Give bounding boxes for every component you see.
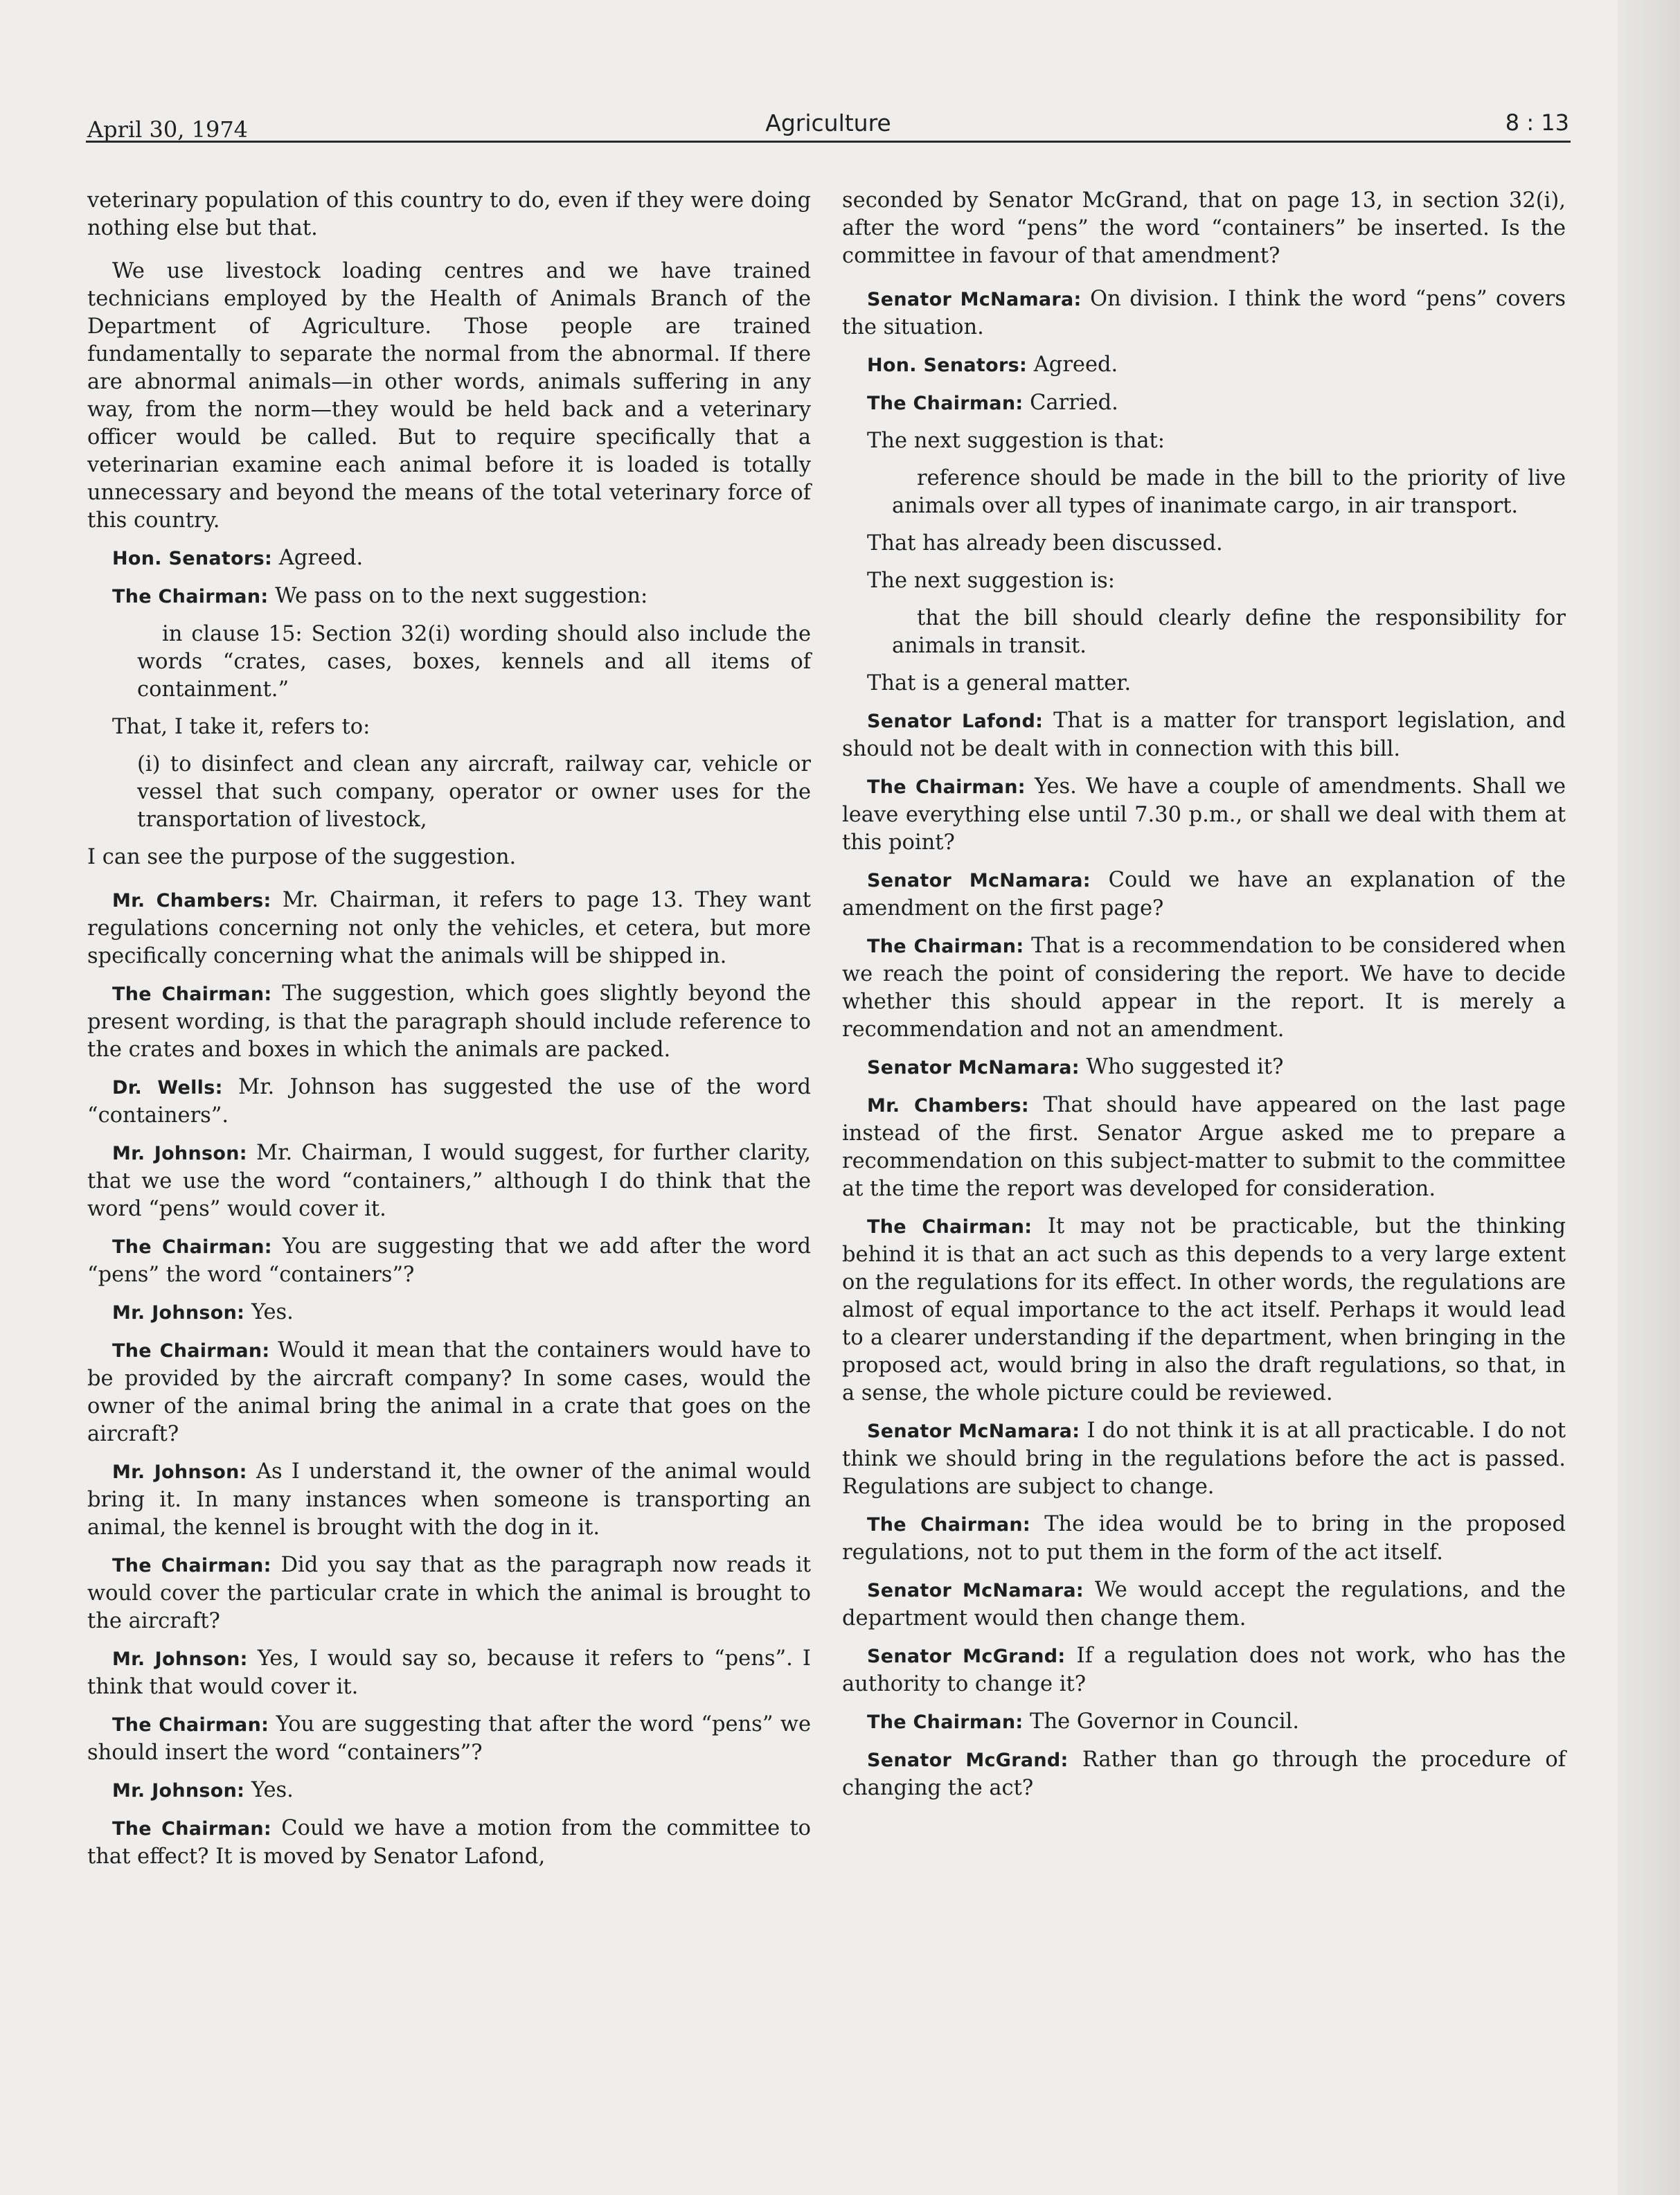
header-title: Agriculture (765, 109, 891, 136)
paragraph: The next suggestion is that: (867, 429, 1165, 453)
paragraph: veterinary population of this country to do, even if they were doing nothing else but that. (87, 188, 811, 240)
speech-text: Who suggested it? (1079, 1055, 1284, 1079)
speech (87, 1552, 811, 1635)
quotation: that the bill should clearly define the responsibility for animals in transit. (892, 606, 1566, 658)
header-date: April 30, 1974 (87, 116, 249, 143)
speech (87, 980, 811, 1064)
speaker: Hon. Senators: (867, 355, 1028, 376)
speech-text: Yes. We have a couple of amendments. Shall we leave everything else until 7.30 p.m., or shall we deal with them at this point? (842, 774, 1566, 855)
speech (87, 1815, 811, 1871)
quotation: (i) to disinfect and clean any aircraft, railway car, vehicle or vessel that such company, operator or owner uses for the transportation of livestock, (137, 752, 811, 832)
speech-text: That should have appeared on the last page instead of the first. Senator Argue asked me to prepare a recommendation on this subject-matter to submit to the committee at the time the report was developed for consideration. (842, 1093, 1566, 1201)
speech-text: I do not think it is at all practicable. I do not think we should bring in the regulations before the act is passed. Regulations are subject to change. (842, 1419, 1566, 1499)
speech-text: Would it mean that the containers would have to be provided by the aircraft company? In some cases, would the owner of the animal bring the animal in a crate that goes on the aircraft? (87, 1338, 811, 1446)
speech (87, 887, 811, 970)
speech (842, 773, 1566, 857)
speech-text: We would accept the regulations, and the department would then change them. (842, 1578, 1566, 1630)
speaker: Senator McNamara: (867, 1057, 1080, 1078)
speech (842, 1417, 1566, 1501)
speech (842, 351, 1566, 380)
speech-text: Mr. Johnson has suggested the use of the word “containers”. (87, 1075, 811, 1128)
speaker: The Chairman: (112, 1714, 269, 1736)
header-page-number: 8 : 13 (1505, 109, 1569, 136)
speaker: Mr. Johnson: (112, 1649, 248, 1670)
speaker: Mr. Chambers: (867, 1095, 1029, 1117)
speaker: Mr. Chambers: (112, 890, 271, 912)
speaker: The Chairman: (112, 1340, 270, 1362)
speech (842, 285, 1566, 341)
speech (842, 1213, 1566, 1407)
speech-text: Did you say that as the paragraph now reads it would cover the particular crate in which the animal is brought to the aircraft? (87, 1553, 811, 1633)
left-column (87, 187, 811, 1881)
speech (842, 1576, 1566, 1633)
running-header (87, 109, 1569, 144)
speaker: Hon. Senators: (112, 548, 273, 569)
speech-text: Could we have a motion from the committee to that effect? It is moved by Senator Lafond, (87, 1816, 811, 1869)
speech (87, 1458, 811, 1542)
speech (87, 1711, 811, 1767)
speech (87, 1777, 811, 1805)
speech-text: Rather than go through the procedure of changing the act? (842, 1748, 1566, 1800)
speech-text: You are suggesting that after the word “pens” we should insert the word “containers”? (87, 1712, 811, 1765)
speech (87, 583, 811, 611)
quotation: in clause 15: Section 32(i) wording should also include the words “crates, cases, boxes, kennels and all items of containment.” (137, 622, 811, 702)
speech-text: It may not be practicable, but the thinking behind it is that an act such as this depends to a very large extent on the regulations for its effect. In other words, the regulations are almost of equal importance to the act itself. Perhaps it would lead to a clearer understanding if the department, when bringing in the proposed act, would bring in also the draft regulations, so that, in a sense, the whole picture could be reviewed. (842, 1214, 1566, 1405)
speech-text: If a regulation does not work, who has the authority to change it? (842, 1644, 1566, 1696)
page-edge (1618, 0, 1680, 2195)
speech (842, 867, 1566, 923)
paragraph: seconded by Senator McGrand, that on page 13, in section 32(i), after the word “pens” the word “containers” be inserted. Is the committee in favour of that amendment? (842, 188, 1566, 268)
speech (842, 1054, 1566, 1082)
speech-text: Carried. (1023, 391, 1118, 415)
speech (87, 1337, 811, 1448)
speech (842, 1746, 1566, 1802)
speech-text: Mr. Chairman, I would suggest, for further clarity, that we use the word “containers,” although I do think that the word “pens” would cover it. (87, 1141, 811, 1221)
speaker: The Chairman: (867, 1216, 1033, 1238)
header-rule (86, 141, 1571, 143)
speaker: The Chairman: (112, 586, 269, 607)
quotation: reference should be made in the bill to the priority of live animals over all types of inanimate cargo, in air transport. (892, 466, 1566, 518)
speech-text: That is a matter for transport legislation, and should not be dealt with in connection with this bill. (842, 709, 1566, 761)
speaker: The Chairman: (112, 1818, 272, 1840)
speech (87, 1233, 811, 1289)
speech-text: Agreed. (1027, 353, 1118, 377)
speaker: Mr. Johnson: (112, 1461, 247, 1483)
speaker: The Chairman: (112, 1236, 272, 1258)
speaker: Senator McNamara: (867, 289, 1082, 310)
speaker: Senator McNamara: (867, 1421, 1080, 1442)
speech-text: As I understand it, the owner of the animal would bring it. In many instances when someone is transporting an animal, the kennel is brought with the dog in it. (87, 1459, 811, 1540)
paragraph: That, I take it, refers to: (112, 715, 370, 739)
speech (842, 1642, 1566, 1698)
speech (87, 1299, 811, 1327)
speech (842, 389, 1566, 418)
speech (842, 1511, 1566, 1567)
speaker: Senator McGrand: (867, 1646, 1066, 1667)
speech-text: Mr. Chairman, it refers to page 13. They want regulations concerning not only the vehicles, et cetera, but more specifically concerning what the animals will be shipped in. (87, 888, 811, 968)
paragraph: The next suggestion is: (867, 569, 1116, 593)
speech (87, 1645, 811, 1701)
speaker: The Chairman: (112, 984, 272, 1005)
speaker: The Chairman: (867, 776, 1026, 798)
speaker: Mr. Johnson: (112, 1780, 245, 1802)
speaker: Dr. Wells: (112, 1077, 223, 1099)
speech-text: Agreed. (272, 546, 364, 570)
speaker: The Chairman: (867, 936, 1024, 957)
speech (842, 707, 1566, 763)
speech (87, 544, 811, 573)
speech (87, 1139, 811, 1223)
speaker: The Chairman: (867, 1712, 1024, 1733)
speech-text: The suggestion, which goes slightly beyond the present wording, is that the paragraph should include reference to the crates and boxes in which the animals are packed. (87, 981, 811, 1062)
speech (87, 1074, 811, 1130)
paragraph: I can see the purpose of the suggestion. (87, 845, 517, 869)
speech-text: Yes. (244, 1778, 294, 1802)
speech (842, 1092, 1566, 1203)
speaker: The Chairman: (112, 1555, 271, 1576)
speech-text: You are suggesting that we add after the word “pens” the word “containers”? (87, 1234, 811, 1287)
speaker: Mr. Johnson: (112, 1302, 245, 1324)
speaker: Senator McGrand: (867, 1750, 1069, 1771)
speech-text: Could we have an explanation of the amendment on the first page? (842, 868, 1566, 921)
speaker: Mr. Johnson: (112, 1143, 247, 1164)
speaker: Senator Lafond: (867, 711, 1044, 732)
right-column (842, 187, 1566, 1812)
speaker: The Chairman: (867, 393, 1024, 414)
speaker: Senator McNamara: (867, 1580, 1084, 1601)
speech-text: The idea would be to bring in the proposed regulations, not to put them in the form of the act itself. (842, 1512, 1566, 1565)
speech-text: Yes. (244, 1300, 294, 1324)
speech-text: The Governor in Council. (1023, 1709, 1300, 1734)
paragraph: That has already been discussed. (867, 531, 1223, 556)
paragraph: We use livestock loading centres and we have trained technicians employed by the Health of Animals Branch of the Department of Agriculture. Those people are trained fundamentally to separate the normal from the abnormal. If there are abnormal animals—in other words, animals suffering in any way, from the norm—they would be held back and a veterinary officer would be called. But to require specifically that a veterinarian examine each animal before it is loaded is totally unnecessary and beyond the means of the total veterinary force of this country. (87, 259, 811, 533)
speech-text: We pass on to the next suggestion: (268, 584, 648, 608)
speaker: Senator McNamara: (867, 870, 1091, 891)
speech (842, 1708, 1566, 1736)
paragraph: That is a general matter. (867, 671, 1132, 695)
speech-text: Yes, I would say so, because it refers to “pens”. I think that would cover it. (87, 1646, 811, 1699)
speaker: The Chairman: (867, 1514, 1030, 1536)
speech-text: That is a recommendation to be considered when we reach the point of considering the report. We have to decide whether this should appear in the report. It is merely a recommendation and not an amendment. (842, 934, 1566, 1042)
speech-text: On division. I think the word “pens” covers the situation. (842, 287, 1566, 339)
speech (842, 932, 1566, 1044)
